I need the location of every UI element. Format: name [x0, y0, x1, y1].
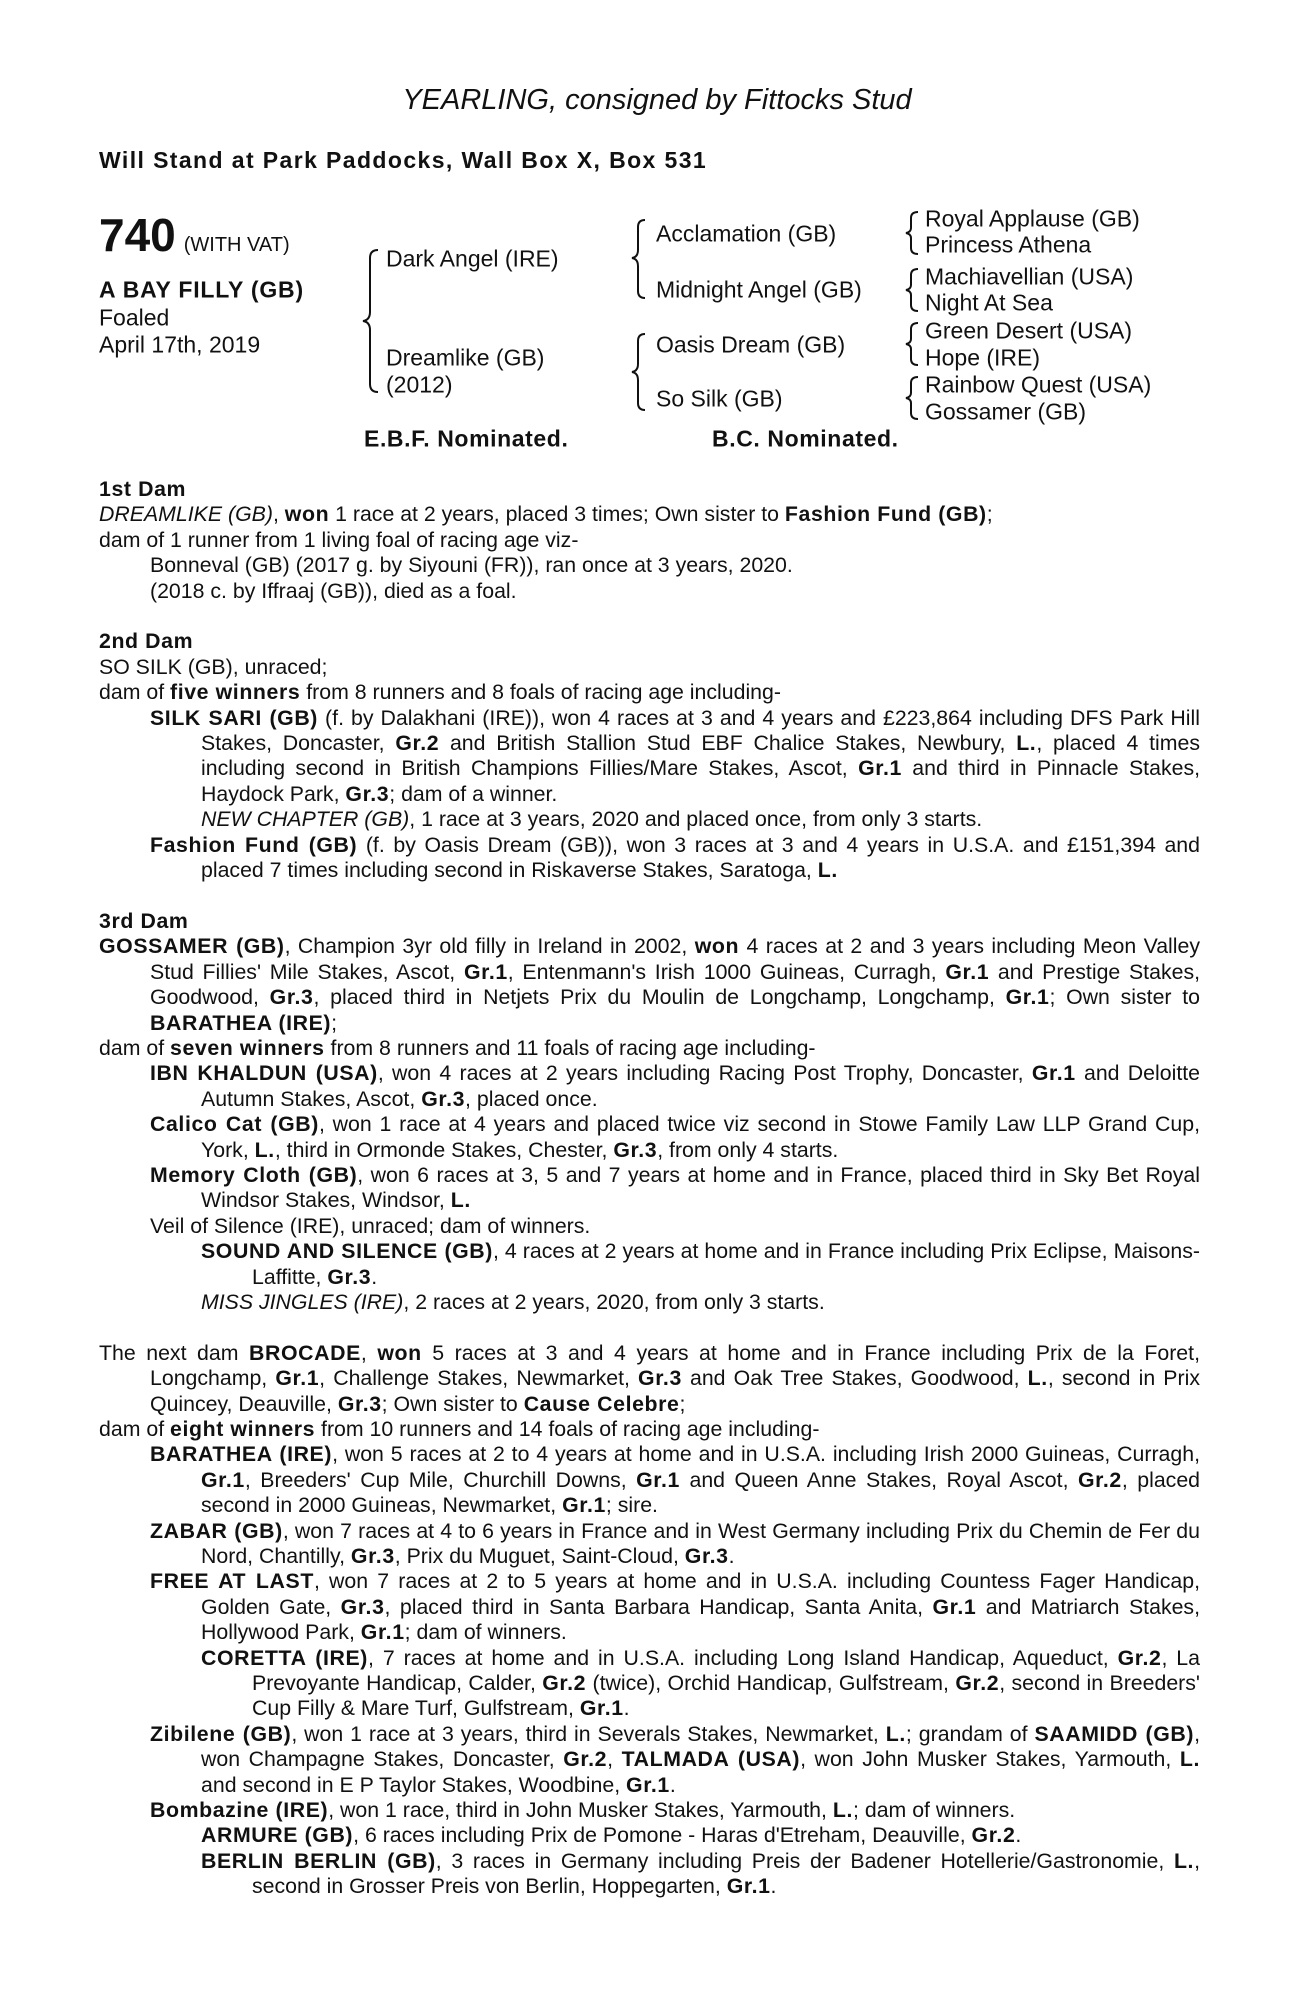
- bold-text: Gr.3: [327, 1264, 372, 1289]
- text-run: Bonneval (GB) (2017 g. by Siyouni (FR)), ran once at 3 years, 2020.: [150, 553, 793, 578]
- text-run: ,: [607, 1747, 622, 1772]
- bold-text: SILK SARI (GB): [150, 705, 319, 730]
- bold-text: Calico Cat (GB): [150, 1112, 319, 1137]
- foaled-label: Foaled: [99, 304, 170, 331]
- text-run: , 2 races at 2 years, 2020, from only 3 starts.: [403, 1289, 825, 1314]
- text-run: ;: [986, 502, 993, 527]
- text-run: and second in E P Taylor Stakes, Woodbine,: [201, 1772, 627, 1797]
- dam-year: (2012): [386, 371, 453, 398]
- text-run: The next dam: [99, 1340, 250, 1365]
- bold-text: L.: [1179, 1747, 1200, 1772]
- bold-text: Gr.2: [563, 1747, 608, 1772]
- dam-line-text: [99, 477, 1200, 1900]
- text-run: and third in Pinnacle Stakes, Haydock Park,: [201, 756, 1201, 806]
- bold-text: BERLIN BERLIN (GB): [201, 1848, 436, 1873]
- bold-text: Fashion Fund (GB): [150, 832, 358, 857]
- text-run: ; grandam of: [905, 1721, 1035, 1746]
- great-grandparent: Gossamer (GB): [925, 398, 1087, 425]
- pedigree-paragraph: [99, 502, 1200, 527]
- bold-text: Gr.1: [562, 1493, 606, 1518]
- pedigree-paragraph: [99, 1061, 1200, 1112]
- pedigree-paragraph: [99, 1239, 1200, 1290]
- text-run: ,: [360, 1340, 378, 1365]
- sire-sire: Acclamation (GB): [656, 220, 837, 247]
- bold-text: Gr.2: [1078, 1467, 1122, 1492]
- vat-note: (WITH VAT): [183, 234, 290, 256]
- bold-text: SOUND AND SILENCE (GB): [201, 1239, 493, 1264]
- text-run: , 6 races including Prix de Pomone - Haras d'Etreham, Deauville,: [353, 1823, 972, 1848]
- text-run: 4 races at 2 and 3 years including Meon Valley Stud Fillies' Mile Stakes, Ascot,: [150, 934, 1200, 984]
- text-run: , Breeders' Cup Mile, Churchill Downs,: [244, 1467, 637, 1492]
- great-grandparent: Green Desert (USA): [925, 317, 1133, 344]
- pedigree-paragraph: [99, 1112, 1200, 1163]
- pedigree-paragraph: [99, 528, 1200, 553]
- text-run: , second in Breeders' Cup Filly & Mare Turf, Gulfstream,: [252, 1671, 1200, 1721]
- text-run: , placed third in Netjets Prix du Moulin de Longchamp, Longchamp,: [313, 985, 1006, 1010]
- bold-text: Gr.1: [932, 1594, 977, 1619]
- text-run: ,: [272, 502, 285, 527]
- text-run: , placed third in Santa Barbara Handicap, Santa Anita,: [384, 1594, 933, 1619]
- text-run: .: [371, 1264, 378, 1289]
- text-run: ; dam of winners.: [404, 1620, 567, 1645]
- text-run: 3rd Dam: [99, 908, 189, 933]
- pedigree-paragraph: [99, 807, 1200, 832]
- text-run: dam of: [99, 1416, 171, 1441]
- text-run: , 4 races at 2 years at home and in France including Prix Eclipse, Maisons-Laffitte,: [252, 1239, 1200, 1289]
- text-run: 5 races at 3 and 4 years at home and in France including Prix de la Foret, Longchamp,: [150, 1340, 1200, 1391]
- dam-dam: So Silk (GB): [656, 385, 783, 412]
- section-heading: [99, 477, 1200, 502]
- bold-text: Gr.3: [638, 1366, 682, 1391]
- bold-text: Gr.1: [360, 1620, 405, 1645]
- bold-text: Gr.2: [1117, 1645, 1162, 1670]
- text-run: , 7 races at home and in U.S.A. including Long Island Handicap, Aqueduct,: [367, 1645, 1118, 1670]
- bold-text: SAAMIDD (GB): [1034, 1721, 1195, 1746]
- bold-text: BARATHEA (IRE): [150, 1442, 333, 1467]
- catalogue-title: YEARLING, consigned by Fittocks Stud: [402, 84, 912, 116]
- bold-text: Gr.3: [613, 1137, 658, 1162]
- text-run: , Entenmann's Irish 1000 Guineas, Curragh,: [507, 959, 946, 984]
- bold-text: L.: [254, 1137, 275, 1162]
- text-run: and Prestige Stakes, Goodwood,: [150, 959, 1201, 1010]
- lot-number-value: 740: [99, 209, 176, 261]
- text-run: , placed once.: [465, 1086, 598, 1111]
- pedigree-paragraph: [99, 1849, 1200, 1900]
- box-location: Will Stand at Park Paddocks, Wall Box X, Box 531: [99, 147, 708, 173]
- text-run: , placed second in 2000 Guineas, Newmarket,: [201, 1467, 1201, 1518]
- text-run: ;: [331, 1010, 338, 1035]
- text-run: SO SILK (GB), unraced;: [99, 654, 328, 679]
- text-run: from 8 runners and 8 foals of racing age including-: [300, 680, 781, 705]
- bold-text: L.: [1027, 1366, 1048, 1391]
- text-run: , won 1 race at 3 years, third in Severals Stakes, Newmarket,: [291, 1721, 886, 1746]
- text-run: and Matriarch Stakes, Hollywood Park,: [201, 1594, 1200, 1645]
- bold-text: Gr.1: [636, 1467, 680, 1492]
- bold-text: FREE AT LAST: [150, 1569, 314, 1594]
- great-grandparent: Night At Sea: [925, 289, 1053, 316]
- text-run: and Deloitte Autumn Stakes, Ascot,: [201, 1061, 1200, 1111]
- bold-text: Gr.2: [395, 731, 440, 756]
- text-run: ; Own sister to: [1049, 985, 1200, 1010]
- pedigree-paragraph: [99, 553, 1200, 578]
- bold-text: L.: [1016, 731, 1037, 756]
- text-run: from 10 runners and 14 foals of racing age including-: [315, 1416, 820, 1441]
- text-run: (twice), Orchid Handicap, Gulfstream,: [586, 1671, 956, 1696]
- bold-text: Gr.1: [945, 959, 990, 984]
- bold-text: Gr.3: [345, 781, 390, 806]
- pedigree-paragraph: [99, 833, 1200, 884]
- text-run: dam of: [99, 1035, 171, 1060]
- foaled-date: April 17th, 2019: [99, 331, 261, 358]
- text-run: .: [669, 1772, 676, 1797]
- bold-text: L.: [817, 858, 838, 883]
- bold-text: Gr.1: [626, 1772, 670, 1797]
- italic-text: MISS JINGLES (IRE): [201, 1289, 404, 1314]
- bold-text: Gr.1: [858, 756, 902, 781]
- bold-text: Fashion Fund (GB): [784, 502, 987, 527]
- text-run: , Challenge Stakes, Newmarket,: [319, 1366, 639, 1391]
- text-run: and Oak Tree Stakes, Goodwood,: [681, 1366, 1028, 1391]
- bold-text: L.: [450, 1188, 471, 1213]
- bold-text: Gr.2: [955, 1671, 1000, 1696]
- great-grandparent: Machiavellian (USA): [925, 263, 1134, 290]
- bold-text: L.: [1173, 1848, 1195, 1873]
- bold-text: Gr.1: [579, 1696, 624, 1721]
- text-run: , won 1 race at 4 years and placed twice viz second in Stowe Family Law LLP Grand Cup, York,: [201, 1112, 1200, 1162]
- text-run: , 1 race at 3 years, 2020 and placed once, from only 3 starts.: [409, 807, 983, 832]
- pedigree-paragraph: [99, 1646, 1200, 1722]
- text-run: , second in Grosser Preis von Berlin, Hoppegarten,: [252, 1848, 1200, 1899]
- text-run: , won 4 races at 2 years including Racing Post Trophy, Doncaster,: [377, 1061, 1032, 1086]
- bold-text: Gr.2: [971, 1823, 1016, 1848]
- bold-text: Gr.3: [340, 1594, 385, 1619]
- text-run: , 3 races in Germany including Preis der Badener Hotellerie/Gastronomie,: [435, 1848, 1174, 1873]
- bold-text: BROCADE: [249, 1340, 361, 1365]
- section-heading: [99, 909, 1200, 934]
- text-run: and British Stallion Stud EBF Chalice Stakes, Newbury,: [439, 731, 1017, 756]
- text-run: ; Own sister to: [381, 1391, 524, 1416]
- pedigree-paragraph: [99, 1569, 1200, 1645]
- text-run: , won 7 races at 2 to 5 years at home and in U.S.A. including Countess Fager Handicap, Golden Gate,: [201, 1569, 1201, 1619]
- bold-text: L.: [832, 1798, 854, 1823]
- bold-text: TALMADA (USA): [621, 1747, 801, 1772]
- bold-text: Gr.1: [1005, 985, 1050, 1010]
- bold-text: GOSSAMER (GB): [99, 934, 285, 959]
- bold-text: Gr.3: [684, 1544, 729, 1569]
- text-run: ;: [679, 1391, 686, 1416]
- pedigree-paragraph: [99, 1163, 1200, 1214]
- text-run: (f. by Dalakhani (IRE)), won 4 races at 3 and 4 years and £223,864 including DFS Park Hill Stakes, Doncaster,: [201, 705, 1201, 756]
- text-run: .: [728, 1544, 735, 1569]
- bold-text: seven winners: [170, 1035, 325, 1060]
- bold-text: IBN KHALDUN (USA): [150, 1061, 378, 1086]
- text-run: , Prix du Muguet, Saint-Cloud,: [394, 1544, 685, 1569]
- ebf-nominated: E.B.F. Nominated.: [364, 425, 569, 452]
- bold-text: Gr.3: [269, 985, 314, 1010]
- pedigree-paragraph: [99, 680, 1200, 705]
- text-run: , second in Prix Quincey, Deauville,: [150, 1366, 1200, 1416]
- pedigree-paragraph: [99, 1798, 1200, 1823]
- text-run: , won John Musker Stakes, Yarmouth,: [800, 1747, 1180, 1772]
- pedigree-paragraph: [99, 655, 1200, 680]
- bold-text: Memory Cloth (GB): [150, 1162, 358, 1187]
- great-grandparent: Rainbow Quest (USA): [925, 371, 1152, 398]
- text-run: and Queen Anne Stakes, Royal Ascot,: [679, 1467, 1078, 1492]
- text-run: 1 race at 2 years, placed 3 times; Own sister to: [329, 502, 785, 527]
- pedigree-paragraph: [99, 706, 1200, 808]
- bold-text: won: [694, 934, 740, 959]
- text-run: , won 7 races at 4 to 6 years in France and in West Germany including Prix du Chemin de Fer du Nord, Chantilly,: [201, 1518, 1200, 1569]
- bold-text: Gr.1: [726, 1874, 771, 1899]
- bold-text: Gr.1: [275, 1366, 320, 1391]
- text-run: Veil of Silence (IRE), unraced; dam of winners.: [150, 1213, 591, 1238]
- text-run: dam of 1 runner from 1 living foal of racing age viz-: [99, 527, 579, 552]
- great-grandparent: Royal Applause (GB): [925, 205, 1140, 232]
- italic-text: DREAMLIKE (GB): [99, 502, 273, 527]
- text-run: .: [770, 1874, 777, 1899]
- bold-text: ARMURE (GB): [201, 1823, 354, 1848]
- pedigree-paragraph: [99, 1519, 1200, 1570]
- text-run: , from only 4 starts.: [657, 1137, 839, 1162]
- bold-text: L.: [885, 1721, 906, 1746]
- pedigree-paragraph: [99, 1290, 1200, 1315]
- bc-nominated: B.C. Nominated.: [712, 425, 899, 452]
- pedigree-paragraph: [99, 579, 1200, 604]
- bold-text: ZABAR (GB): [150, 1518, 283, 1543]
- section-heading: [99, 629, 1200, 654]
- pedigree-paragraph: [99, 1341, 1200, 1417]
- bold-text: Bombazine (IRE): [150, 1798, 329, 1823]
- text-run: ; sire.: [605, 1493, 658, 1518]
- bold-text: BARATHEA (IRE): [150, 1010, 332, 1035]
- text-run: (2018 c. by Iffraaj (GB)), died as a foal.: [150, 578, 517, 603]
- bold-text: won: [284, 502, 330, 527]
- lot-number: [99, 208, 290, 262]
- text-run: dam of: [99, 680, 171, 705]
- pedigree-paragraph: [99, 934, 1200, 1036]
- bold-text: Cause Celebre: [523, 1391, 680, 1416]
- text-run: , won 6 races at 3, 5 and 7 years at home and in France, placed third in Sky Bet Royal Windsor Stakes, Windsor,: [201, 1162, 1200, 1213]
- dam: Dreamlike (GB): [386, 344, 545, 371]
- text-run: , third in Ormonde Stakes, Chester,: [274, 1137, 614, 1162]
- italic-text: NEW CHAPTER (GB): [201, 807, 410, 832]
- pedigree-paragraph: [99, 1823, 1200, 1848]
- text-run: (f. by Oasis Dream (GB)), won 3 races at 3 and 4 years in U.S.A. and £151,394 and placed 7 times including second in Riskaverse Stakes, Saratoga,: [201, 832, 1200, 883]
- bold-text: Gr.1: [1031, 1061, 1076, 1086]
- text-run: , won Champagne Stakes, Doncaster,: [201, 1721, 1200, 1772]
- bold-text: won: [377, 1340, 422, 1365]
- great-grandparent: Princess Athena: [925, 231, 1092, 258]
- pedigree-paragraph: [99, 1417, 1200, 1442]
- text-run: 2nd Dam: [99, 629, 194, 654]
- bold-text: CORETTA (IRE): [201, 1645, 368, 1670]
- text-run: 1st Dam: [99, 477, 187, 501]
- bold-text: Gr.1: [463, 959, 508, 984]
- great-grandparent: Hope (IRE): [925, 344, 1041, 371]
- sire-dam: Midnight Angel (GB): [656, 276, 862, 303]
- pedigree-paragraph: [99, 1722, 1200, 1798]
- text-run: , won 5 races at 2 to 4 years at home and in U.S.A. including Irish 2000 Guineas, Curragh,: [332, 1442, 1200, 1467]
- text-run: , Champion 3yr old filly in Ireland in 2002,: [284, 934, 695, 959]
- pedigree-paragraph: [99, 1214, 1200, 1239]
- text-run: , placed 4 times including second in British Champions Fillies/Mare Stakes, Ascot,: [201, 731, 1200, 781]
- bold-text: Gr.1: [201, 1467, 245, 1492]
- bold-text: eight winners: [170, 1416, 316, 1441]
- pedigree-paragraph: [99, 1036, 1200, 1061]
- bold-text: five winners: [170, 680, 301, 705]
- text-run: .: [1015, 1823, 1022, 1848]
- text-run: ; dam of winners.: [853, 1798, 1016, 1823]
- text-run: , La Prevoyante Handicap, Calder,: [252, 1645, 1200, 1696]
- text-run: ; dam of a winner.: [389, 781, 558, 806]
- dam-sire: Oasis Dream (GB): [656, 331, 846, 358]
- text-run: , won 1 race, third in John Musker Stakes, Yarmouth,: [328, 1798, 833, 1823]
- bold-text: Gr.3: [350, 1544, 395, 1569]
- text-run: .: [623, 1696, 630, 1721]
- bold-text: Gr.2: [542, 1671, 587, 1696]
- text-run: from 8 runners and 11 foals of racing age including-: [324, 1035, 816, 1060]
- sire: Dark Angel (IRE): [386, 245, 559, 272]
- bold-text: Gr.3: [337, 1391, 382, 1416]
- bold-text: Zibilene (GB): [150, 1721, 292, 1746]
- bold-text: Gr.3: [421, 1086, 466, 1111]
- horse-description: A BAY FILLY (GB): [99, 276, 304, 303]
- pedigree-paragraph: [99, 1442, 1200, 1518]
